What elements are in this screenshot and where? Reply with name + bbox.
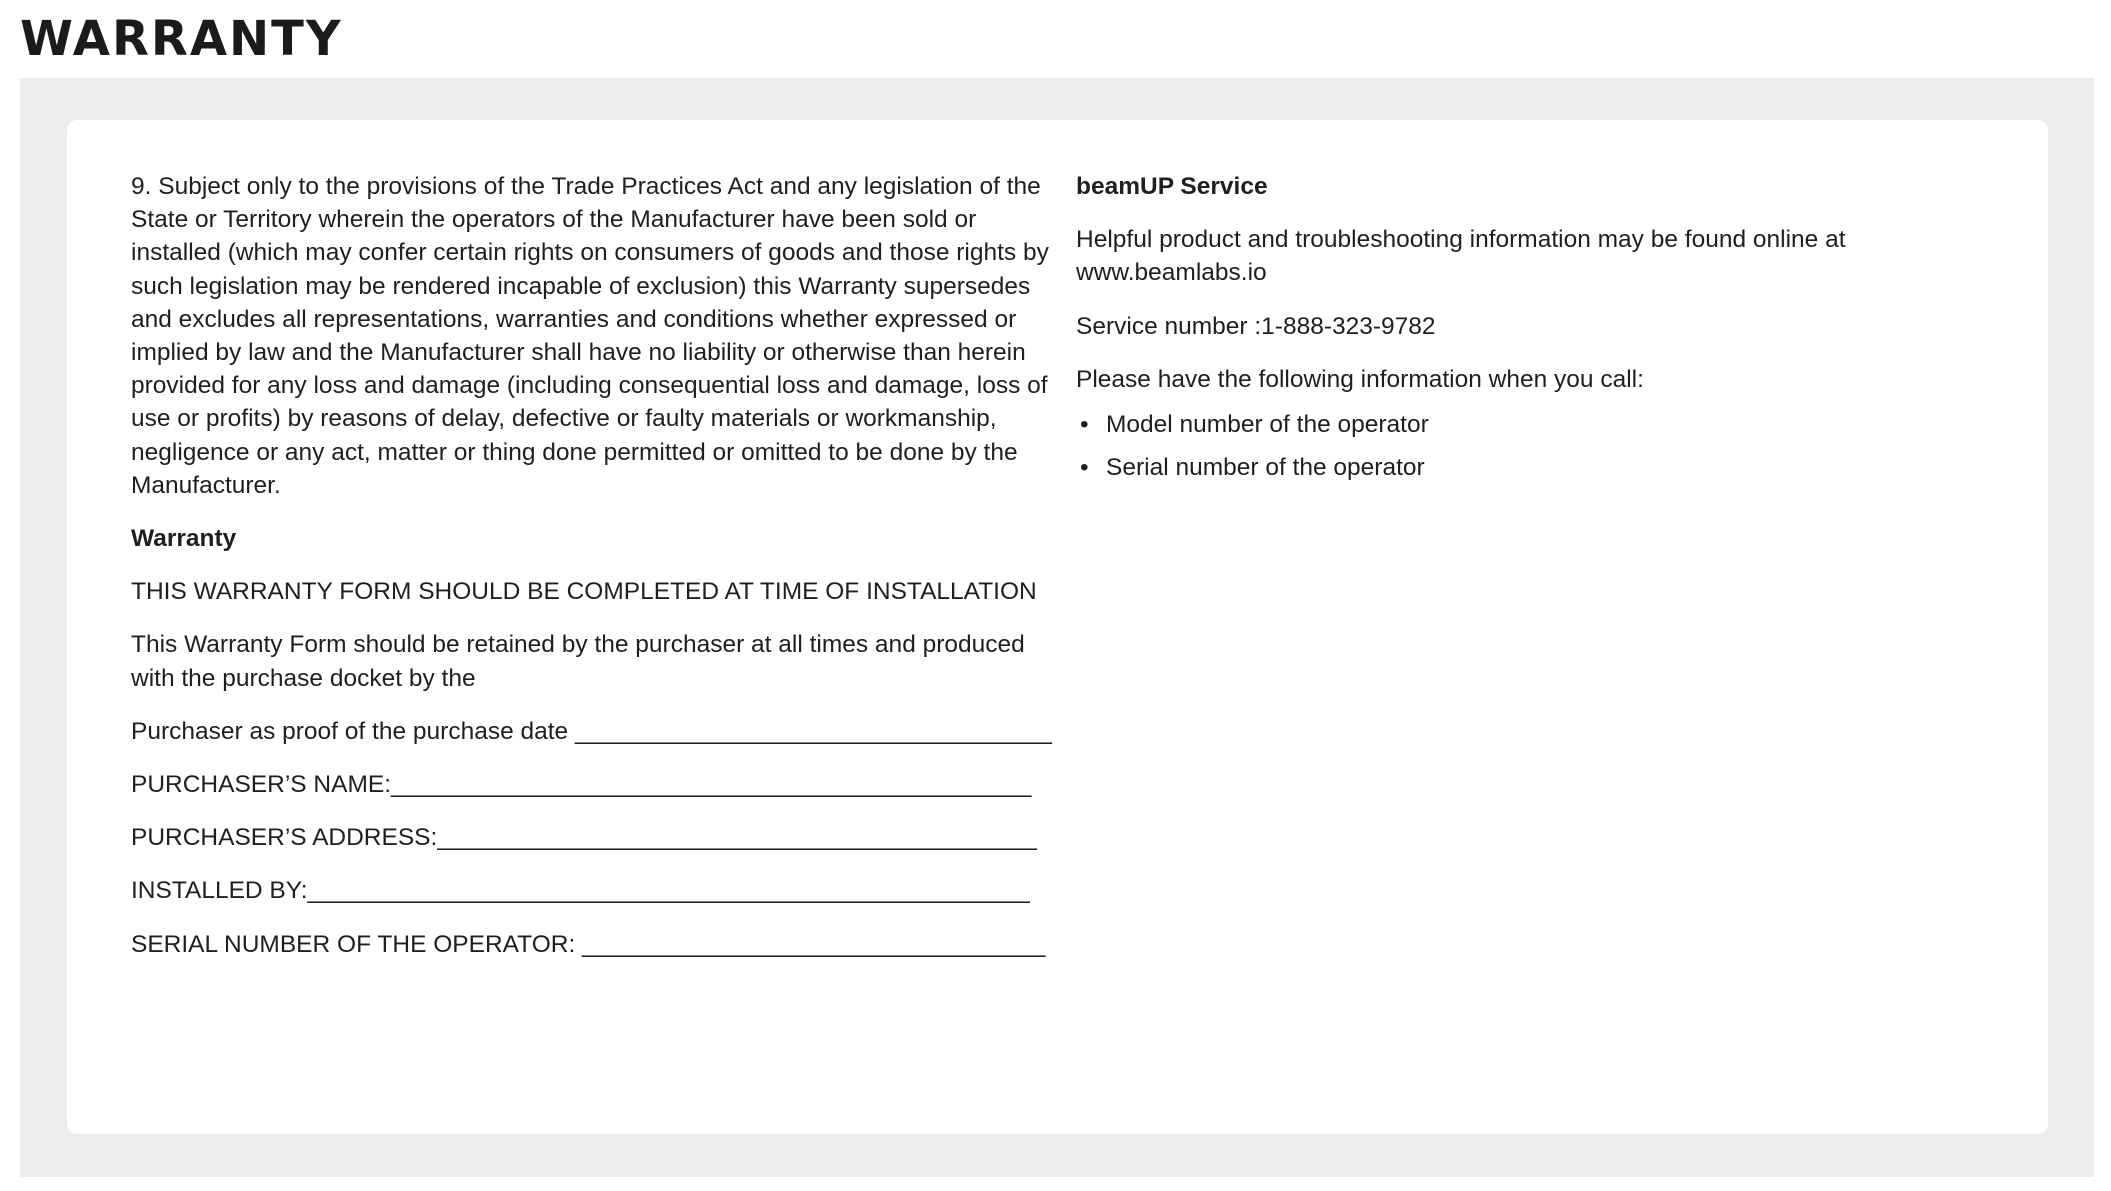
right-column — [1076, 170, 1936, 494]
purchaser-name-field: PURCHASER’S NAME:_______________________________________________ — [131, 771, 1032, 799]
list-item — [1076, 408, 1936, 441]
service-number: Service number :1-888-323-9782 — [1076, 312, 1436, 340]
page-background-panel — [20, 78, 2094, 1177]
page-title: WARRANTY — [20, 11, 343, 67]
list-item-label: Model number of the operator — [1106, 411, 1429, 439]
purchase-date-field: Purchaser as proof of the purchase date ___________________________________ — [131, 717, 1052, 745]
help-text: Helpful product and troubleshooting information may be found online at www.beamlabs.io — [1076, 226, 1846, 287]
call-info-list — [1076, 408, 1936, 484]
warranty-heading: Warranty — [131, 525, 237, 553]
bullet-icon: • — [1080, 454, 1089, 482]
call-intro: Please have the following information when you call: — [1076, 365, 1644, 393]
purchaser-address-field: PURCHASER’S ADDRESS:____________________________________________ — [131, 824, 1037, 852]
left-column — [131, 170, 1051, 981]
serial-number-field: SERIAL NUMBER OF THE OPERATOR: __________________________________ — [131, 930, 1046, 958]
bullet-icon: • — [1080, 411, 1089, 439]
retain-instructions: This Warranty Form should be retained by the purchaser at all times and produced with the purchase docket by the — [131, 631, 1025, 692]
list-item — [1076, 451, 1936, 484]
list-item-label: Serial number of the operator — [1106, 454, 1425, 482]
warranty-card — [67, 120, 2048, 1134]
installation-notice: THIS WARRANTY FORM SHOULD BE COMPLETED AT TIME OF INSTALLATION — [131, 578, 1037, 606]
clause-9-text: 9. Subject only to the provisions of the Trade Practices Act and any legislation of the State or Territory wherein the operators of the Manufacturer have been sold or installed (which may confer certain rights on consumers of goods and those rights by such legislation may be rendered incapable of exclusion) this Warranty supersedes and excludes all representations, warranties and conditions whether expressed or implied by law and the Manufacturer shall have no liability or otherwise than herein provided for any loss and damage (including consequential loss and damage, loss of use or profits) by reasons of delay, defective or faulty materials or workmanship, negligence or any act, matter or thing done permitted or omitted to be done by the Manufacturer. — [131, 173, 1049, 499]
installed-by-field: INSTALLED BY:_____________________________________________________ — [131, 877, 1030, 905]
service-heading: beamUP Service — [1076, 173, 1268, 200]
